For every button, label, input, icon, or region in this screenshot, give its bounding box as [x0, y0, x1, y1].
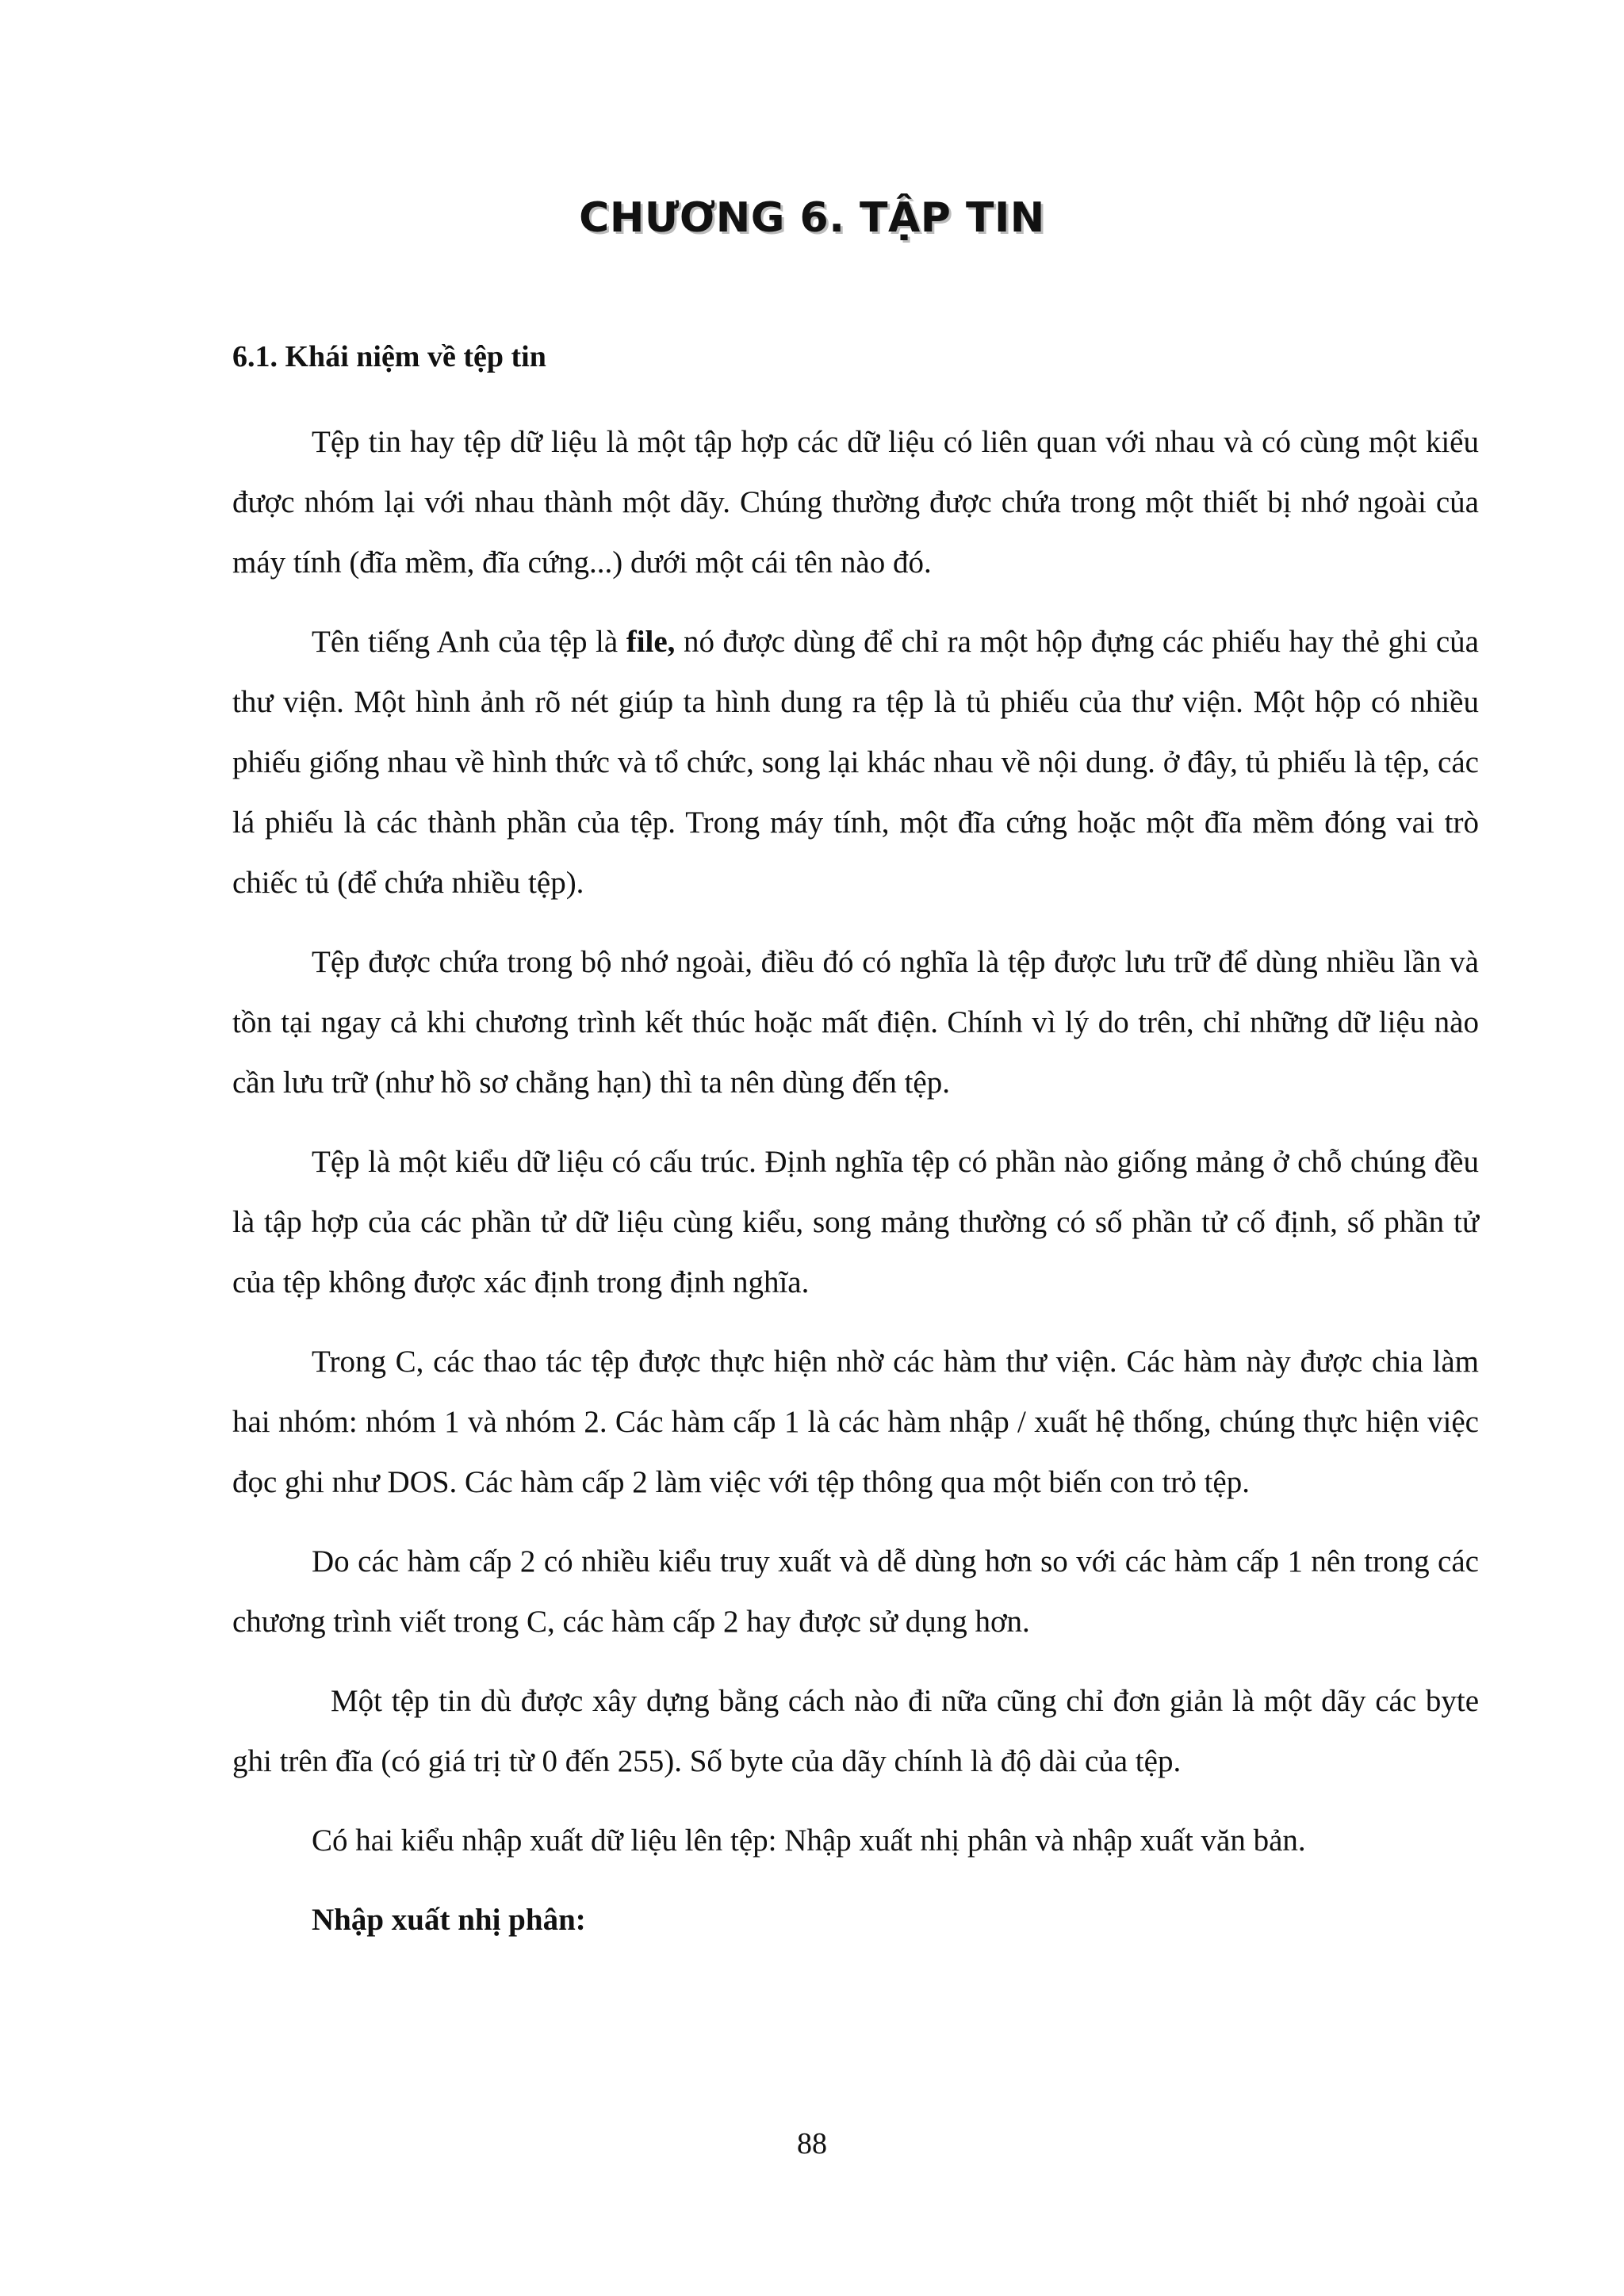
page-number: 88	[797, 2127, 827, 2160]
paragraph-2-bold-term: file,	[626, 625, 676, 659]
paragraph-6: Do các hàm cấp 2 có nhiều kiểu truy xuất và dễ dùng hơn so với các hàm cấp 1 nên trong các chương trình viết trong C, các hàm cấp 2 hay được sử dụng hơn.	[232, 1544, 1479, 1639]
paragraph-2-text-after: nó được dùng để chỉ ra một hộp đựng các phiếu hay thẻ ghi của thư viện. Một hình ảnh rõ nét giúp ta hình dung ra tệp là tủ phiếu của thư viện. Một hộp có nhiều phiếu giống nhau về hình thức và tổ chức, song lại khác nhau về nội dung. ở đây, tủ phiếu là tệp, các lá phiếu là các thành phần của tệp. Trong máy tính, một đĩa cứng hoặc một đĩa mềm đóng vai trò chiếc tủ (để chứa nhiều tệp).	[232, 625, 1479, 900]
sub-heading: Nhập xuất nhị phân:	[312, 1903, 586, 1937]
paragraph-2-text-before: Tên tiếng Anh của tệp là	[312, 625, 626, 659]
paragraph-3: Tệp được chứa trong bộ nhớ ngoài, điều đó có nghĩa là tệp được lưu trữ để dùng nhiều lần và tồn tại ngay cả khi chương trình kết thúc hoặc mất điện. Chính vì lý do trên, chỉ những dữ liệu nào cần lưu trữ (như hồ sơ chẳng hạn) thì ta nên dùng đến tệp.	[232, 945, 1479, 1100]
body-text	[232, 412, 1479, 1950]
paragraph-5: Trong C, các thao tác tệp được thực hiện nhờ các hàm thư viện. Các hàm này được chia làm hai nhóm: nhóm 1 và nhóm 2. Các hàm cấp 1 là các hàm nhập / xuất hệ thống, chúng thực hiện việc đọc ghi như DOS. Các hàm cấp 2 làm việc với tệp thông qua một biến con trỏ tệp.	[232, 1345, 1479, 1499]
chapter-title: CHƯƠNG 6. TẬP TIN	[579, 194, 1045, 242]
paragraph-4: Tệp là một kiểu dữ liệu có cấu trúc. Định nghĩa tệp có phần nào giống mảng ở chỗ chúng đều là tập hợp của các phần tử dữ liệu cùng kiểu, song mảng thường có số phần tử cố định, số phần tử của tệp không được xác định trong định nghĩa.	[232, 1145, 1479, 1299]
paragraph-7: Một tệp tin dù được xây dựng bằng cách nào đi nữa cũng chỉ đơn giản là một dãy các byte ghi trên đĩa (có giá trị từ 0 đến 255). Số byte của dãy chính là độ dài của tệp.	[232, 1684, 1479, 1778]
section-heading: 6.1. Khái niệm về tệp tin	[232, 340, 546, 373]
paragraph-8: Có hai kiểu nhập xuất dữ liệu lên tệp: Nhập xuất nhị phân và nhập xuất văn bản.	[312, 1823, 1306, 1858]
paragraph-2	[232, 612, 1479, 913]
paragraph-1: Tệp tin hay tệp dữ liệu là một tập hợp các dữ liệu có liên quan với nhau và có cùng một kiểu được nhóm lại với nhau thành một dãy. Chúng thường được chứa trong một thiết bị nhớ ngoài của máy tính (đĩa mềm, đĩa cứng...) dưới một cái tên nào đó.	[232, 425, 1479, 580]
